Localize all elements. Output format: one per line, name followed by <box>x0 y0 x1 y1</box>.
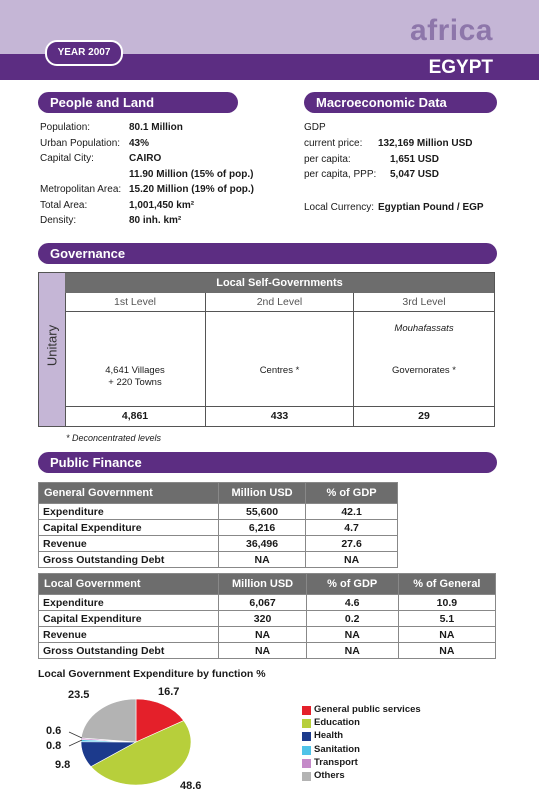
unitary-label: Unitary <box>44 324 60 367</box>
table-row <box>39 504 398 520</box>
gov-level-1-units: 4,641 Villages + 220 Towns <box>105 365 165 388</box>
people-value: 43% <box>129 137 150 149</box>
people-value: CAIRO <box>129 153 162 164</box>
governance-table-title: Local Self-Governments <box>65 273 494 293</box>
legend-swatch <box>302 746 311 755</box>
column-header: Local Government <box>39 574 219 595</box>
pie-data-label: 9.8 <box>55 759 71 771</box>
table-cell: NA <box>398 643 495 659</box>
legend-label: General public services <box>314 704 421 715</box>
gdp-ppp-value: 5,047 USD <box>390 169 439 180</box>
gdp-per-capita-label: per capita: <box>304 153 351 165</box>
pie-leader-line <box>69 732 82 738</box>
table-cell: 55,600 <box>219 504 306 520</box>
pie-slice-others <box>81 699 136 742</box>
currency-value: Egyptian Pound / EGP <box>378 202 484 213</box>
table-cell: NA <box>306 627 398 643</box>
gov-level-2-total: 433 <box>206 406 353 426</box>
people-value: 11.90 Million (15% of pop.) <box>129 168 254 180</box>
legend-label: Sanitation <box>314 743 360 755</box>
governance-table <box>38 272 495 427</box>
macro-data <box>304 120 504 220</box>
legend-label: Others <box>314 769 345 781</box>
people-value: 80.1 Million <box>129 122 183 133</box>
people-label: Density: <box>40 215 77 226</box>
people-label: Population: <box>40 122 91 133</box>
people-data <box>40 120 300 232</box>
table-cell: NA <box>219 627 306 643</box>
pie-data-label: 23.5 <box>68 689 90 701</box>
governance-side <box>39 273 66 426</box>
table-header-row <box>39 574 496 595</box>
table-cell: 6,216 <box>219 520 306 536</box>
year-badge: YEAR 2007 <box>45 40 123 66</box>
table-row <box>39 595 496 611</box>
legend-swatch <box>302 759 311 768</box>
row-label: Gross Outstanding Debt <box>39 643 219 659</box>
legend-swatch <box>302 719 311 728</box>
column-header: Million USD <box>219 574 306 595</box>
column-header: Million USD <box>219 483 306 504</box>
chart-title: Local Government Expenditure by function % <box>38 668 266 680</box>
pie-data-label: 16.7 <box>158 686 180 698</box>
people-section-title: People and Land <box>38 92 238 113</box>
table-cell: 42.1 <box>306 504 398 520</box>
pie-leader-line <box>69 740 82 746</box>
row-label: Expenditure <box>39 504 219 520</box>
gov-level-1 <box>65 293 206 426</box>
country-title: EGYPT <box>428 57 493 78</box>
table-row <box>39 611 496 627</box>
people-label: Total Area: <box>40 199 88 211</box>
people-value: 80 inh. km² <box>129 215 182 226</box>
table-cell: NA <box>219 643 306 659</box>
table-row <box>39 536 398 552</box>
gov-level-3-total: 29 <box>354 406 494 426</box>
legend-swatch <box>302 732 311 741</box>
gov-level-3-name: 3rd Level <box>354 293 494 312</box>
gdp-current-value: 132,169 Million USD <box>378 138 473 149</box>
table-row <box>39 627 496 643</box>
table-cell: 4.6 <box>306 595 398 611</box>
governance-footnote: * Deconcentrated levels <box>66 433 162 443</box>
gov-level-2-units: Centres * <box>259 365 300 376</box>
table-cell: 5.1 <box>398 611 495 627</box>
people-label: Urban Population: <box>40 137 121 149</box>
pie-data-label: 48.6 <box>180 780 202 792</box>
table-cell: 36,496 <box>219 536 306 552</box>
table-row <box>39 520 398 536</box>
column-header: General Government <box>39 483 219 504</box>
table-cell: NA <box>306 643 398 659</box>
pie-data-label: 0.6 <box>46 725 62 737</box>
pie-data-label: 0.8 <box>46 740 62 752</box>
table-header-row <box>39 483 398 504</box>
table-row <box>39 643 496 659</box>
table-cell: 10.9 <box>398 595 495 611</box>
gov-level-1-total: 4,861 <box>65 406 205 426</box>
gdp-current-label: current price: <box>304 138 363 149</box>
gov-level-1-name: 1st Level <box>65 293 205 312</box>
table-cell: NA <box>219 552 306 568</box>
people-label: Metropolitan Area: <box>40 184 122 195</box>
table-cell: NA <box>306 552 398 568</box>
currency-label: Local Currency: <box>304 202 375 213</box>
general-government-table <box>38 482 398 568</box>
gdp-ppp-label: per capita, PPP: <box>304 169 377 180</box>
table-cell: NA <box>398 627 495 643</box>
region-title: africa <box>409 14 493 47</box>
table-row <box>39 552 398 568</box>
gov-level-3-units: Governorates * <box>392 365 456 376</box>
gdp-per-capita-value: 1,651 USD <box>390 153 439 165</box>
legend-label: Health <box>314 730 344 742</box>
legend-label: Education <box>314 717 360 729</box>
table-cell: 320 <box>219 611 306 627</box>
table-cell: 0.2 <box>306 611 398 627</box>
macro-section-title: Macroeconomic Data <box>304 92 497 113</box>
table-cell: 6,067 <box>219 595 306 611</box>
legend-swatch <box>302 772 311 781</box>
row-label: Expenditure <box>39 595 219 611</box>
gov-level-3 <box>354 293 494 426</box>
row-label: Capital Expenditure <box>39 611 219 627</box>
row-label: Capital Expenditure <box>39 520 219 536</box>
people-label: Capital City: <box>40 153 94 164</box>
legend-swatch <box>302 706 311 715</box>
column-header: % of General <box>398 574 495 595</box>
gdp-label: GDP <box>304 122 326 133</box>
expenditure-pie-chart <box>38 685 298 800</box>
finance-section-title: Public Finance <box>38 452 497 473</box>
local-government-table <box>38 573 496 659</box>
legend-label: Transport <box>314 756 358 768</box>
gov-level-2 <box>206 293 354 426</box>
governance-section-title: Governance <box>38 243 497 264</box>
column-header: % of GDP <box>306 483 398 504</box>
row-label: Revenue <box>39 536 219 552</box>
table-cell: 4.7 <box>306 520 398 536</box>
row-label: Gross Outstanding Debt <box>39 552 219 568</box>
column-header: % of GDP <box>306 574 398 595</box>
gov-level-2-name: 2nd Level <box>206 293 353 312</box>
people-value: 15.20 Million (19% of pop.) <box>129 184 255 195</box>
gov-level-3-top: Mouhafassats <box>394 323 454 334</box>
row-label: Revenue <box>39 627 219 643</box>
table-cell: 27.6 <box>306 536 398 552</box>
people-value: 1,001,450 km² <box>129 199 195 211</box>
